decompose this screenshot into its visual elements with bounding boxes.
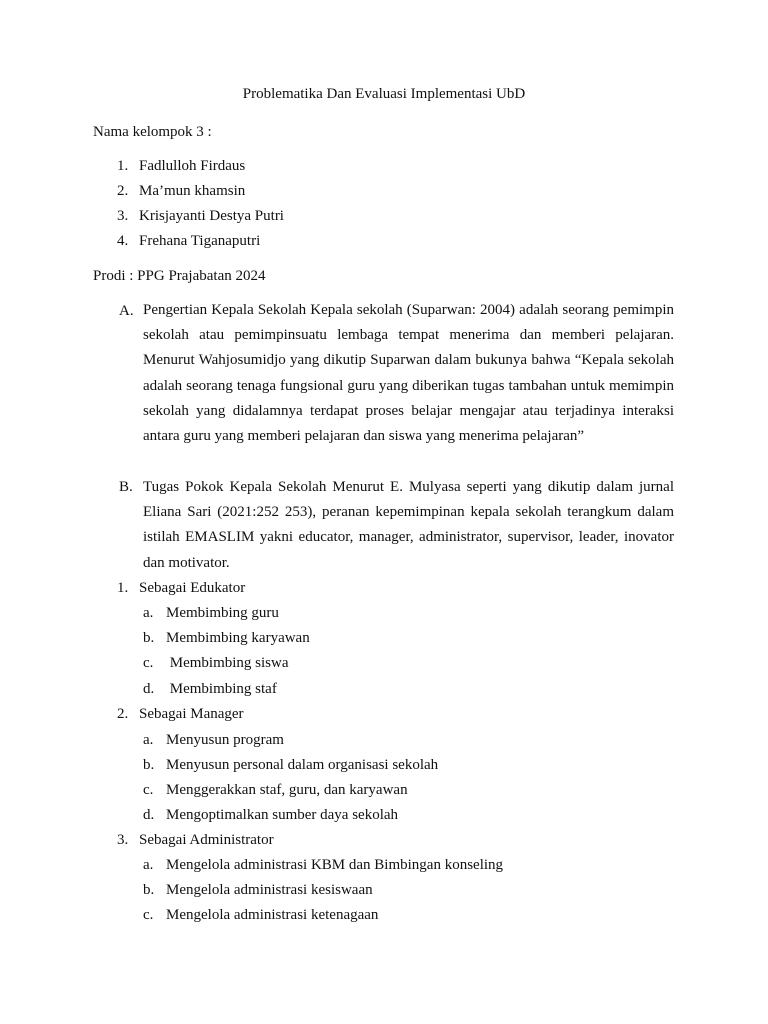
list-letter: d. [143, 807, 155, 823]
list-letter: b. [143, 630, 155, 646]
list-item: Mengelola administrasi kesiswaan [166, 882, 373, 898]
list-item: Menyusun program [166, 732, 284, 748]
list-number: 3. [117, 832, 129, 848]
list-number: 1. [117, 158, 129, 174]
list-letter: b. [143, 757, 155, 773]
section-a-paragraph: Pengertian Kepala Sekolah Kepala sekolah (Suparwan: 2004) adalah seorang pemimpin sekolah atau pemimpinsuatu lembaga tempat menerima dan memberi pelajaran. Menurut Wahjosumidjo yang dikutip Suparwan dalam bukunya bahwa “Kepala sekolah adalah seorang tenaga fungsional guru yang diberikan tugas tambahan untuk memimpin sekolah yang didalamnya terdapat proses belajar mengajar atau terjadinya interaksi antara guru yang memberi pelajaran dan siswa yang menerima pelajaran” [143, 302, 674, 445]
role-title: Sebagai Manager [139, 706, 244, 722]
member-name: Krisjayanti Destya Putri [139, 208, 284, 224]
list-item: Mengoptimalkan sumber daya sekolah [166, 807, 399, 823]
list-letter: a. [143, 605, 154, 621]
list-item: Mengelola administrasi KBM dan Bimbingan konseling [166, 857, 504, 873]
role-title: Sebagai Edukator [139, 580, 246, 596]
list-number: 2. [117, 706, 129, 722]
list-item: Menyusun personal dalam organisasi sekolah [166, 757, 439, 773]
list-letter: a. [143, 732, 154, 748]
list-letter: c. [143, 782, 154, 798]
section-marker: A. [119, 303, 134, 319]
group-label: Nama kelompok 3 : [93, 124, 212, 140]
section-b-paragraph: Tugas Pokok Kepala Sekolah Menurut E. Mulyasa seperti yang dikutip dalam jurnal Eliana Sari (2021:252 253), peranan kepemimpinan kepala sekolah terangkum dalam istilah EMASLIM yakni educator, manager, administrator, supervisor, leader, inovator dan motivator. [143, 479, 674, 571]
prodi-line: Prodi : PPG Prajabatan 2024 [93, 268, 266, 284]
document-title: Problematika Dan Evaluasi Implementasi UbD [242, 86, 526, 102]
list-letter: b. [143, 882, 155, 898]
member-name: Frehana Tiganaputri [139, 233, 261, 249]
list-item: Membimbing karyawan [166, 630, 310, 646]
member-name: Ma’mun khamsin [139, 183, 246, 199]
list-item: Membimbing siswa [166, 655, 289, 671]
list-letter: a. [143, 857, 154, 873]
list-letter: d. [143, 681, 155, 697]
list-item: Mengelola administrasi ketenagaan [166, 907, 379, 923]
member-name: Fadlulloh Firdaus [139, 158, 246, 174]
role-title: Sebagai Administrator [139, 832, 274, 848]
list-item: Membimbing guru [166, 605, 279, 621]
list-number: 1. [117, 580, 129, 596]
list-letter: c. [143, 907, 154, 923]
list-number: 3. [117, 208, 129, 224]
list-letter: c. [143, 655, 154, 671]
list-item: Menggerakkan staf, guru, dan karyawan [166, 782, 408, 798]
list-number: 4. [117, 233, 129, 249]
section-marker: B. [119, 479, 133, 495]
list-number: 2. [117, 183, 129, 199]
list-item: Membimbing staf [166, 681, 277, 697]
